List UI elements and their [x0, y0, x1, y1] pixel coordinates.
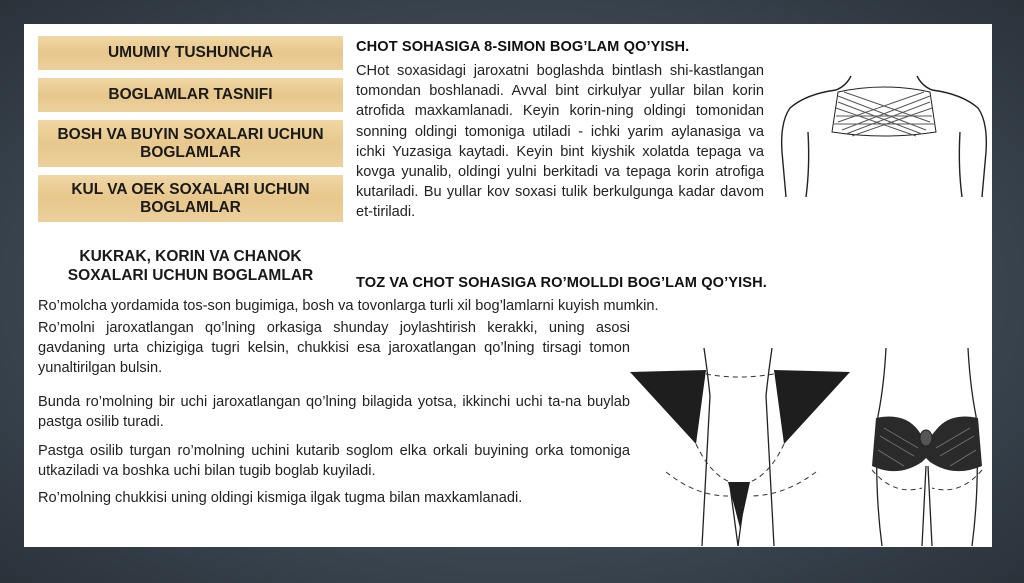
nav-button-umumiy-tushuncha[interactable]: UMUMIY TUSHUNCHA — [38, 36, 343, 70]
section2-paragraph-4: Pastga osilib turgan ro’molning uchini kutarib soglom elka orkali buyining orka tomoniga utkaziladi va boshka uchi bilan tugib boglab kuyiladi. — [38, 443, 630, 480]
section2-paragraph-1: Ro’molcha yordamida tos-son bugimiga, bosh va tovonlarga turli xil bog’lamlarni kuyish mumkin. — [38, 298, 659, 314]
nav-button-bosh-va-buyin[interactable]: BOSH VA BUYIN SOXALARI UCHUN BOGLAMLAR — [38, 120, 343, 167]
shoulder-bandage-illustration — [776, 72, 992, 202]
nav-item-kukrak-korin-chanok[interactable]: KUKRAK, KORIN VA CHANOK SOXALARI UCHUN BOGLAMLAR — [67, 248, 314, 284]
section1-heading: CHOT SOHASIGA 8-SIMON BOG’LAM QO’YISH. — [356, 39, 690, 55]
section2-heading: TOZ VA CHOT SOHASIGA RO’MOLLDI BOG’LAM QO’YISH. — [356, 275, 767, 291]
section2-paragraph-3: Bunda ro’molning bir uchi jaroxatlangan qo’lning bilagida yotsa, ikkinchi uchi ta-na buylab pastga osilib turadi. — [38, 394, 630, 431]
section2-paragraph-5: Ro’molning chukkisi uning oldingi kismiga ilgak tugma bilan maxkamlanadi. — [38, 490, 523, 506]
section1-body: CHot soxasidagi jaroxatni boglashda bintlash shi-kastlangan tomondan boshlanadi. Avval bint cirkulyar yullar bilan korin atrofida maxkamlanadi. Keyin korin-ning oldingi tomonidan sonning oldingi tomoniga utiladi - ichki yarim aylanasiga va ichki Yuzasiga kaytadi. Keyin bint kiyshik xolatda tepaga va kovga yunalib, oldingi yulni berkitadi va tepaga korin atrofiga kutariladi. Bu yullar kov soxasi tulik berkulgunga kadar davom et-tiriladi. — [356, 63, 764, 221]
nav-button-boglamlar-tasnifi[interactable]: BOGLAMLAR TASNIFI — [38, 78, 343, 112]
buttock-bandage-back-illustration — [864, 346, 990, 546]
groin-bandage-front-illustration — [626, 346, 854, 546]
slide — [24, 24, 992, 547]
nav-button-kul-va-oek[interactable]: KUL VA OEK SOXALARI UCHUN BOGLAMLAR — [38, 175, 343, 222]
section2-paragraph-2: Ro’molni jaroxatlangan qo’lning orkasiga shunday joylashtirish kerakki, uning asosi gavdaning urta chizigiga tugri kelsin, chukkisi esa jaroxatlangan qo’lning tirsagi tomon yunaltirilgan bulsin. — [38, 320, 630, 377]
